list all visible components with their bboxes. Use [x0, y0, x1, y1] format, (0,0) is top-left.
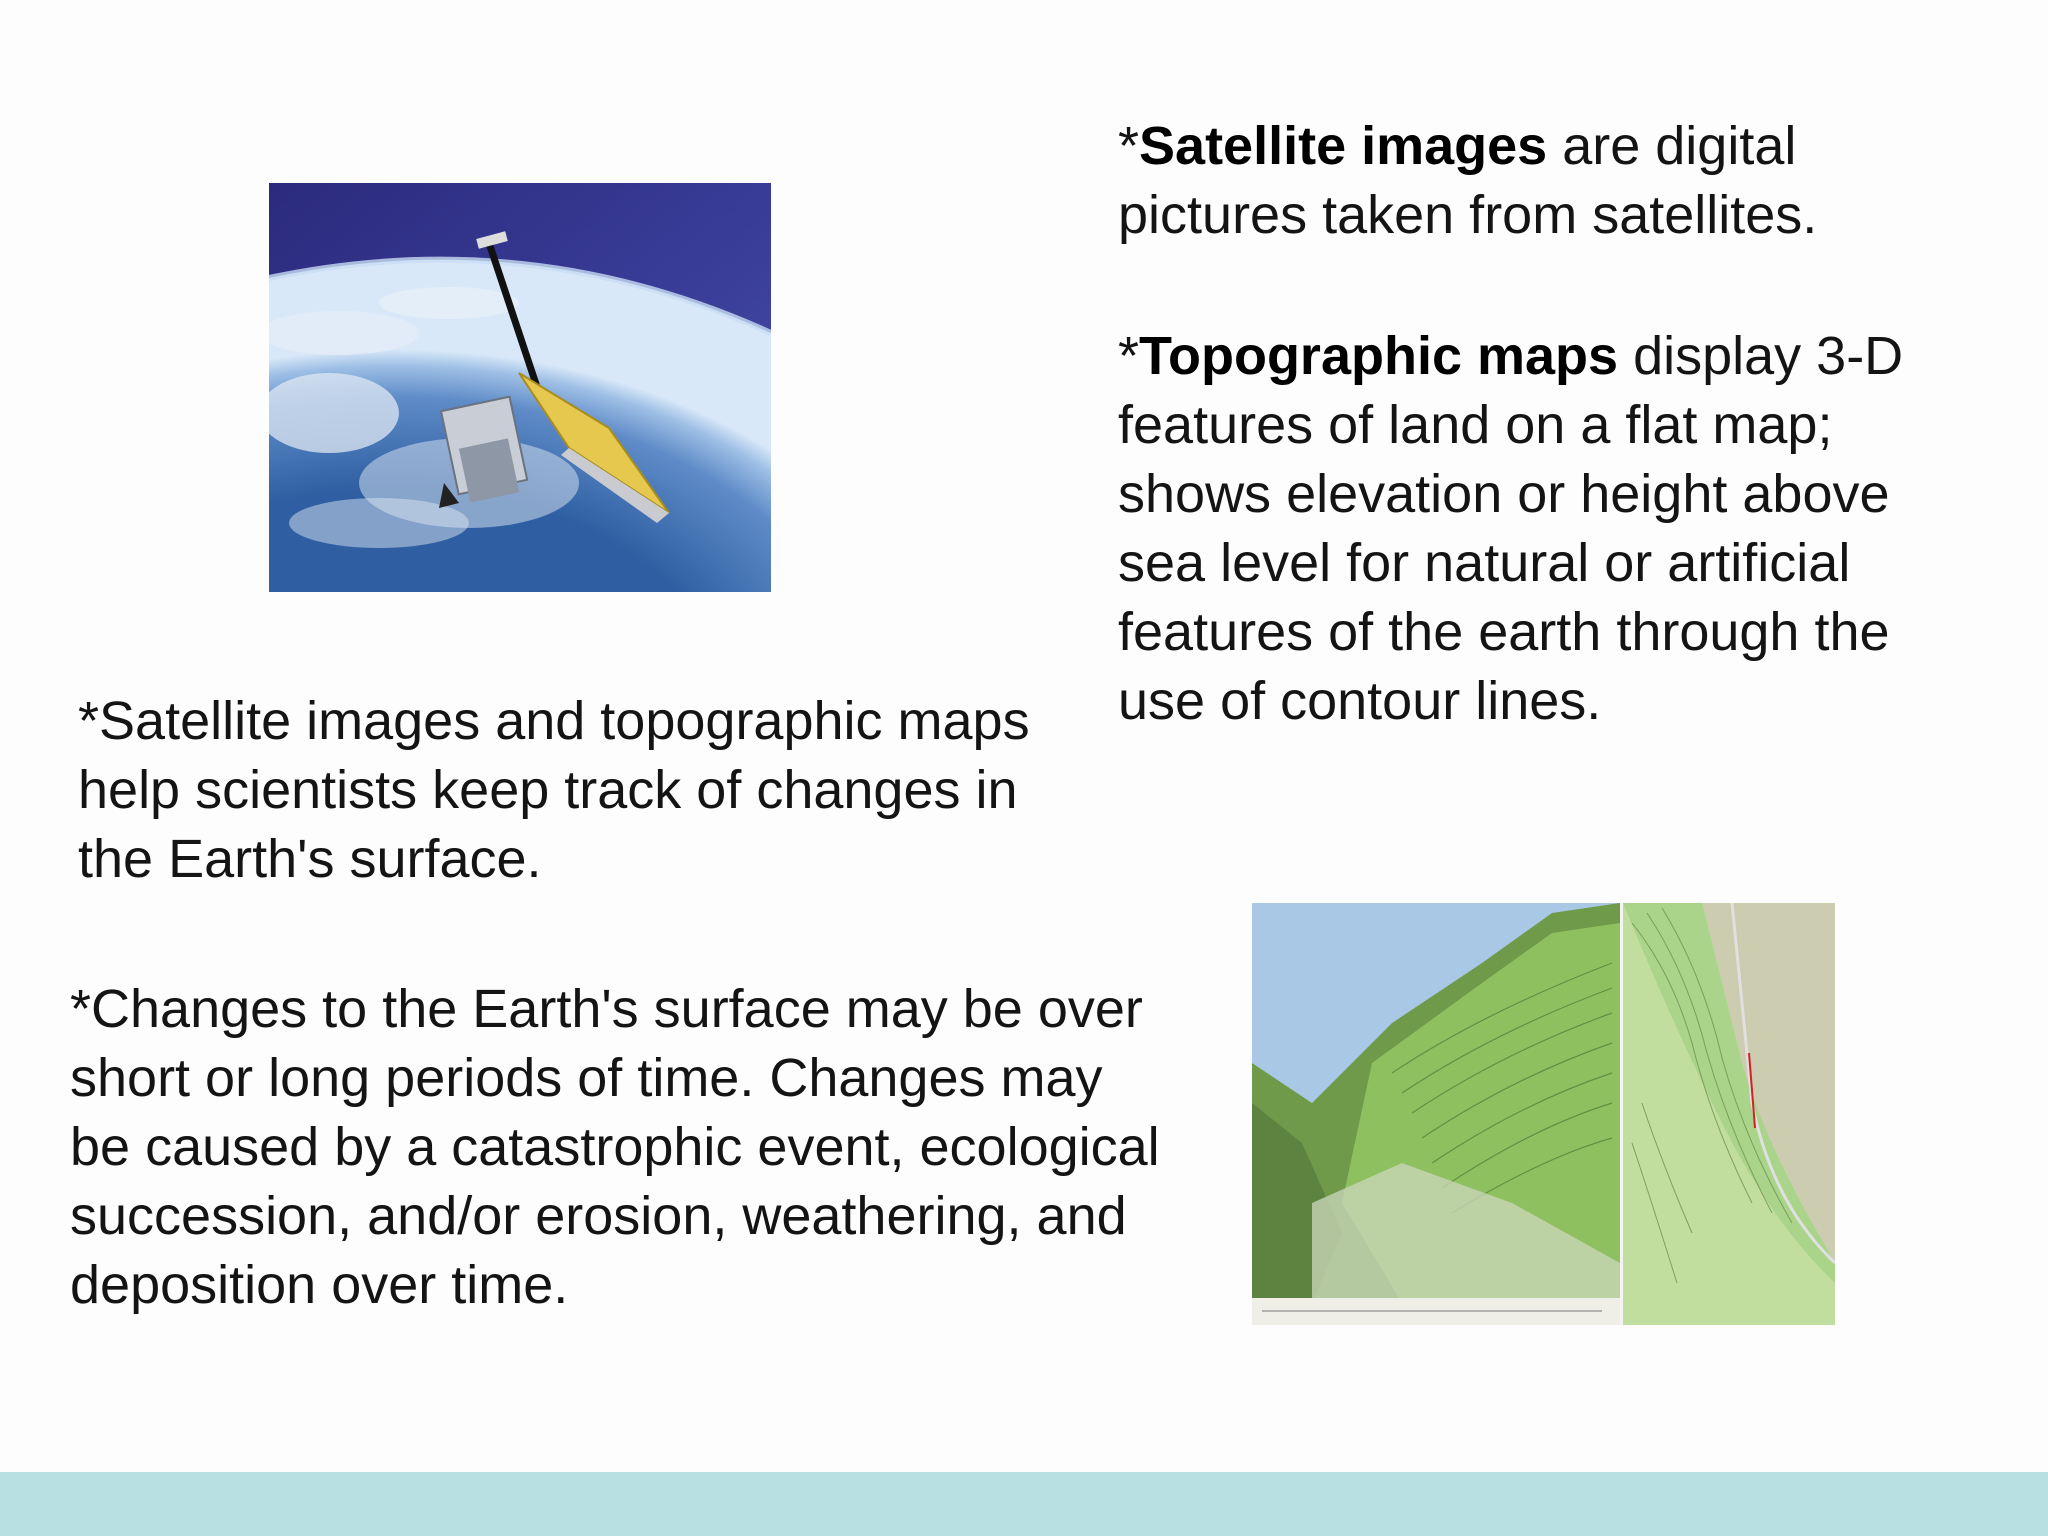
satellite-def-prefix: * — [1118, 116, 1140, 176]
tracking-statement: *Satellite images and topographic maps help scientists keep track of changes in the Earth's surface. — [78, 691, 1030, 889]
satellite-def-term: Satellite images — [1139, 116, 1548, 176]
topo-def-prefix: * — [1118, 326, 1140, 386]
satellite-def-rest: are digital pictures taken from satellites. — [1118, 116, 1818, 245]
satellite-over-earth-image — [269, 183, 771, 592]
changes-statement: *Changes to the Earth's surface may be over short or long periods of time. Changes may be caused by a catastrophic event, ecological succession, and/or erosion, weathering, and deposition over time. — [70, 979, 1160, 1315]
topo-def-term: Topographic maps — [1139, 326, 1619, 386]
bottom-band — [0, 1472, 2048, 1536]
topographic-illustration — [1252, 903, 1835, 1325]
topographic-maps-definition — [1118, 322, 1978, 736]
topo-def-rest: display 3-D features of land on a flat map; shows elevation or height above sea level for natural or artificial features of the earth through the use of contour lines. — [1118, 326, 1904, 731]
satellite-images-definition — [1118, 112, 1978, 250]
topographic-map-image — [1252, 903, 1835, 1325]
satellite-illustration — [269, 183, 771, 592]
